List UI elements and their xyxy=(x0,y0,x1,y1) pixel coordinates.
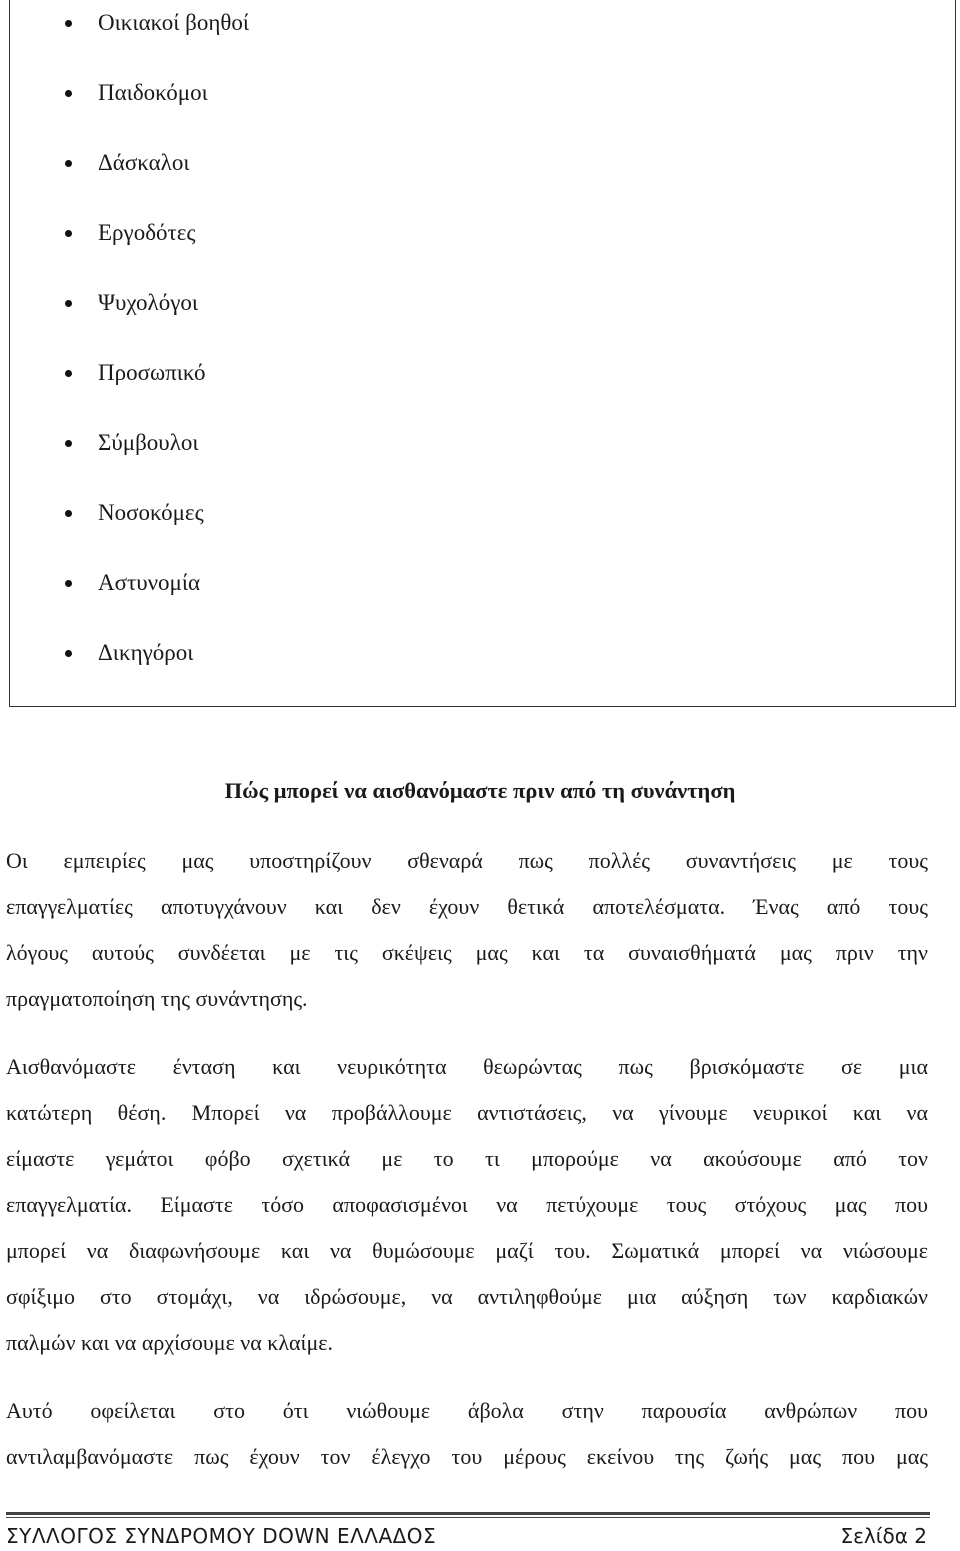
footer-divider-thin xyxy=(6,1517,930,1518)
list-item-text: Προσωπικό xyxy=(98,360,206,385)
list-item-text: Δικηγόροι xyxy=(98,640,194,665)
list-item-text: Σύμβουλοι xyxy=(98,430,199,455)
footer-organization: ΣΥΛΛΟΓΟΣ ΣΥΝΔΡΟΜΟΥ DOWN ΕΛΛΑΔΟΣ xyxy=(6,1524,437,1548)
footer-page-number: Σελίδα 2 xyxy=(840,1524,927,1548)
paragraph-line: σφίξιμο στο στομάχι, να ιδρώσουμε, να αντιληφθούμε μια αύξηση των καρδιακών xyxy=(6,1284,928,1309)
list-item-text: Νοσοκόμες xyxy=(98,500,204,525)
paragraph-line: αντιλαμβανόμαστε πως έχουν τον έλεγχο του μέρους εκείνου της ζωής μας που μας xyxy=(6,1444,928,1469)
bullet-icon xyxy=(65,510,72,517)
list-box xyxy=(9,0,956,707)
paragraph-line: Αυτό οφείλεται στο ότι νιώθουμε άβολα στην παρουσία ανθρώπων που xyxy=(6,1398,928,1423)
list-item-text: Εργοδότες xyxy=(98,220,196,245)
paragraph-line: είμαστε γεμάτοι φόβο σχετικά με το τι μπορούμε να ακούσουμε από τον xyxy=(6,1146,928,1171)
paragraph-line: λόγους αυτούς συνδέεται με τις σκέψεις μας και τα συναισθήματά μας πριν την xyxy=(6,940,928,965)
bullet-icon xyxy=(65,160,72,167)
paragraph-1 xyxy=(6,838,928,1022)
list-item-text: Δάσκαλοι xyxy=(98,150,190,175)
bullet-icon xyxy=(65,90,72,97)
bullet-icon xyxy=(65,300,72,307)
paragraph-line: Αισθανόμαστε ένταση και νευρικότητα θεωρώντας πως βρισκόμαστε σε μια xyxy=(6,1054,928,1079)
paragraph-line: επαγγελματία. Είμαστε τόσο αποφασισμένοι να πετύχουμε τους στόχους μας που xyxy=(6,1192,928,1217)
paragraph-3 xyxy=(6,1388,928,1480)
bullet-icon xyxy=(65,20,72,27)
bullet-icon xyxy=(65,440,72,447)
paragraph-line: μπορεί να διαφωνήσουμε και να θυμώσουμε μαζί του. Σωματικά μπορεί να νιώσουμε xyxy=(6,1238,928,1263)
list-item-text: Αστυνομία xyxy=(98,570,201,595)
list-item-text: Παιδοκόμοι xyxy=(98,80,208,105)
section-heading: Πώς μπορεί να αισθανόμαστε πριν από τη συνάντηση xyxy=(224,778,736,803)
list-item-text: Οικιακοί βοηθοί xyxy=(98,10,250,35)
bullet-icon xyxy=(65,230,72,237)
paragraph-line: παλμών και να αρχίσουμε να κλαίμε. xyxy=(6,1330,334,1355)
paragraph-line: Οι εμπειρίες μας υποστηρίζουν σθεναρά πως πολλές συναντήσεις με τους xyxy=(6,848,928,873)
paragraph-line: επαγγελματίες αποτυγχάνουν και δεν έχουν θετικά αποτελέσματα. Ένας από τους xyxy=(6,894,928,919)
bullet-icon xyxy=(65,650,72,657)
bullet-icon xyxy=(65,580,72,587)
list-item-text: Ψυχολόγοι xyxy=(98,290,199,315)
bullet-icon xyxy=(65,370,72,377)
paragraph-line: κατώτερη θέση. Μπορεί να προβάλλουμε αντιστάσεις, να γίνουμε νευρικοί και να xyxy=(6,1100,928,1125)
paragraph-2 xyxy=(6,1044,928,1366)
paragraph-line: πραγματοποίηση της συνάντησης. xyxy=(6,986,308,1011)
footer-divider xyxy=(6,1512,930,1515)
